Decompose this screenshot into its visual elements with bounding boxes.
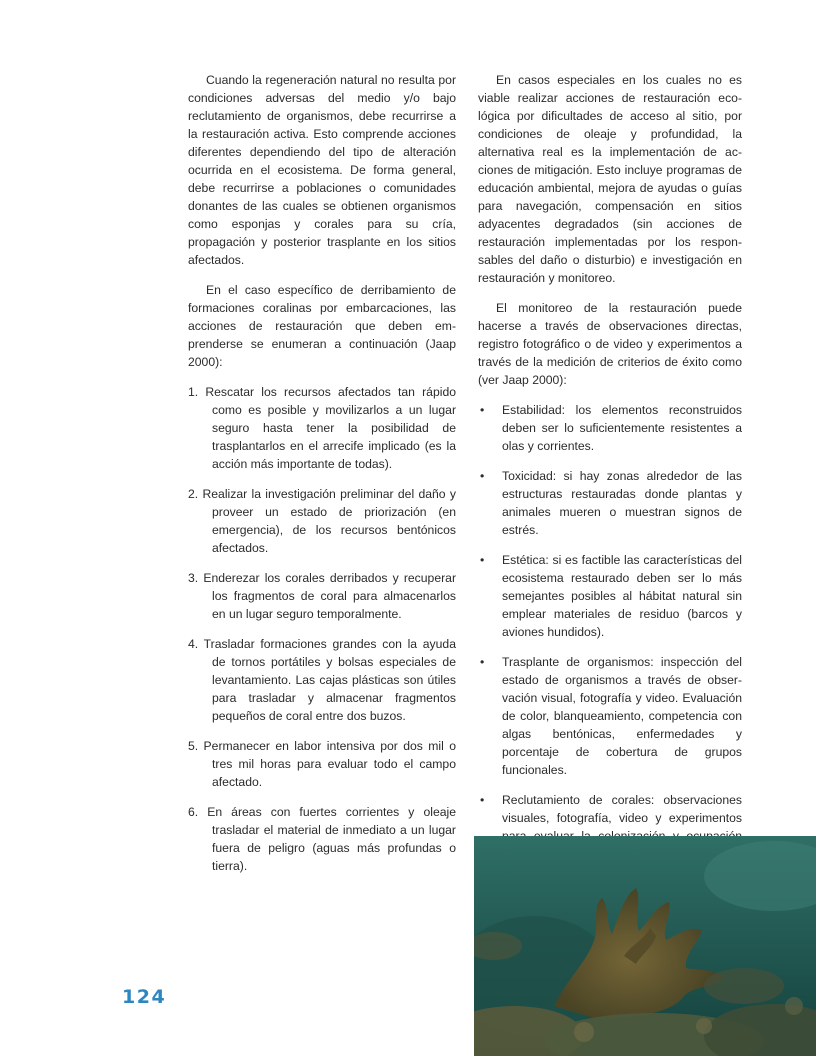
criterion-text: Estética: si es factible las características del ecosistema restaurado deben ser lo más semejantes posibles al hábitat natural sin emplear materiales de residuo (barcos y aviones hundidos). (502, 553, 742, 639)
restoration-steps-list (188, 383, 456, 875)
list-item: 3. Enderezar los corales derribados y recuperar los fragmentos de coral para almacenarlos en un lugar seguro temporalmente. (188, 571, 456, 621)
list-item: 6. En áreas con fuertes corrientes y oleaje trasladar el material de inmediato a un lugar fuera de peligro (aguas más profundas o tierra). (188, 805, 456, 873)
criterion-text: Reclutamiento de corales: observaciones visuales, fotografía, video y experimentos (502, 793, 742, 825)
bullet-icon: • (480, 469, 485, 483)
list-item (478, 401, 742, 455)
bullet-icon: • (480, 553, 485, 567)
derribamiento-paragraph: En el caso específico de derribamiento de formaciones coralinas por embarcaciones, las acciones de restauración que deben emprenderse se enumeran a continuación (Jaap 2000): (188, 283, 456, 369)
intro-paragraph: Cuando la regeneración natural no resulta por condiciones adversas del medio y/o bajo reclutamiento de organismos, debe recurrirse a la restauración activa. Esto comprende acciones diferentes dependiendo del tipo de alteración ocurrida en el ecosistema. De forma general, debe recurrirse a poblaciones o comunidades donantes de las cuales se obtienen organismos como esponjas y corales para su cría, propagación y posterior trasplante en los sitios afectados. (188, 73, 456, 267)
list-item (478, 551, 742, 641)
list-item: 1. Rescatar los recursos afectados tan rápido como es posible y movilizarlos a un lugar seguro hasta tener la posibilidad de trasplantarlos en el arrecife implicado (es la acción más importante de todas). (188, 385, 456, 471)
right-column (478, 71, 742, 893)
mitigation-paragraph: En casos especiales en los cuales no es viable realizar acciones de restauración ecológica por dificultades de acceso al sitio, por condiciones de oleaje y profundidad, la alternativa real es la implementación de acciones de mitigación. Esto incluye programas de educación ambiental, mejora de ayudas o guías para navegación, compensación en sitios adyacentes degradados (sin acciones de restauración implementadas por los responsables del daño o disturbio) e investigación en restauración y monitoreo. (478, 73, 742, 285)
criterion-text: Estabilidad: los elementos reconstruidos deben ser lo suficientemente resistentes a olas y corrientes. (502, 403, 742, 453)
criterion-text: Toxicidad: si hay zonas alrededor de las estructuras restauradas donde plantas y animales mueren o muestran signos de estrés. (502, 469, 742, 537)
bullet-icon: • (480, 403, 485, 417)
list-item: 5. Permanecer en labor intensiva por dos mil o tres mil horas para evaluar todo el campo afectado. (188, 739, 456, 789)
list-item: 4. Trasladar formaciones grandes con la ayuda de tornos portátiles y bolsas especiales de levantamiento. Las cajas plásticas son útiles para trasladar y almacenar fragmentos pequeños de coral entre dos buzos. (188, 637, 456, 723)
bullet-icon: • (480, 793, 485, 807)
success-criteria-list (478, 401, 742, 881)
list-item (478, 653, 742, 779)
left-column (188, 71, 456, 887)
criterion-text: Trasplante de organismos: inspección del estado de organismos a través de observación visual, fotografía y video. Evaluación de color, blanqueamiento, competencia con algas bentónicas, enfermedades y porcentaje de cobertura de grupos funcionales. (502, 655, 742, 777)
bullet-icon: • (480, 655, 485, 669)
monitoring-paragraph: El monitoreo de la restauración puede hacerse a través de observaciones directas, registro fotográfico o de video y experimentos a través de la medición de criterios de éxito como (ver Jaap 2000): (478, 301, 742, 387)
list-item (478, 467, 742, 539)
coral-reef-photo (474, 836, 816, 1056)
list-item: 2. Realizar la investigación preliminar del daño y proveer un estado de priorización (en emergencia), de los recursos bentónicos afectados. (188, 487, 456, 555)
page-number: 124 (122, 986, 167, 1008)
